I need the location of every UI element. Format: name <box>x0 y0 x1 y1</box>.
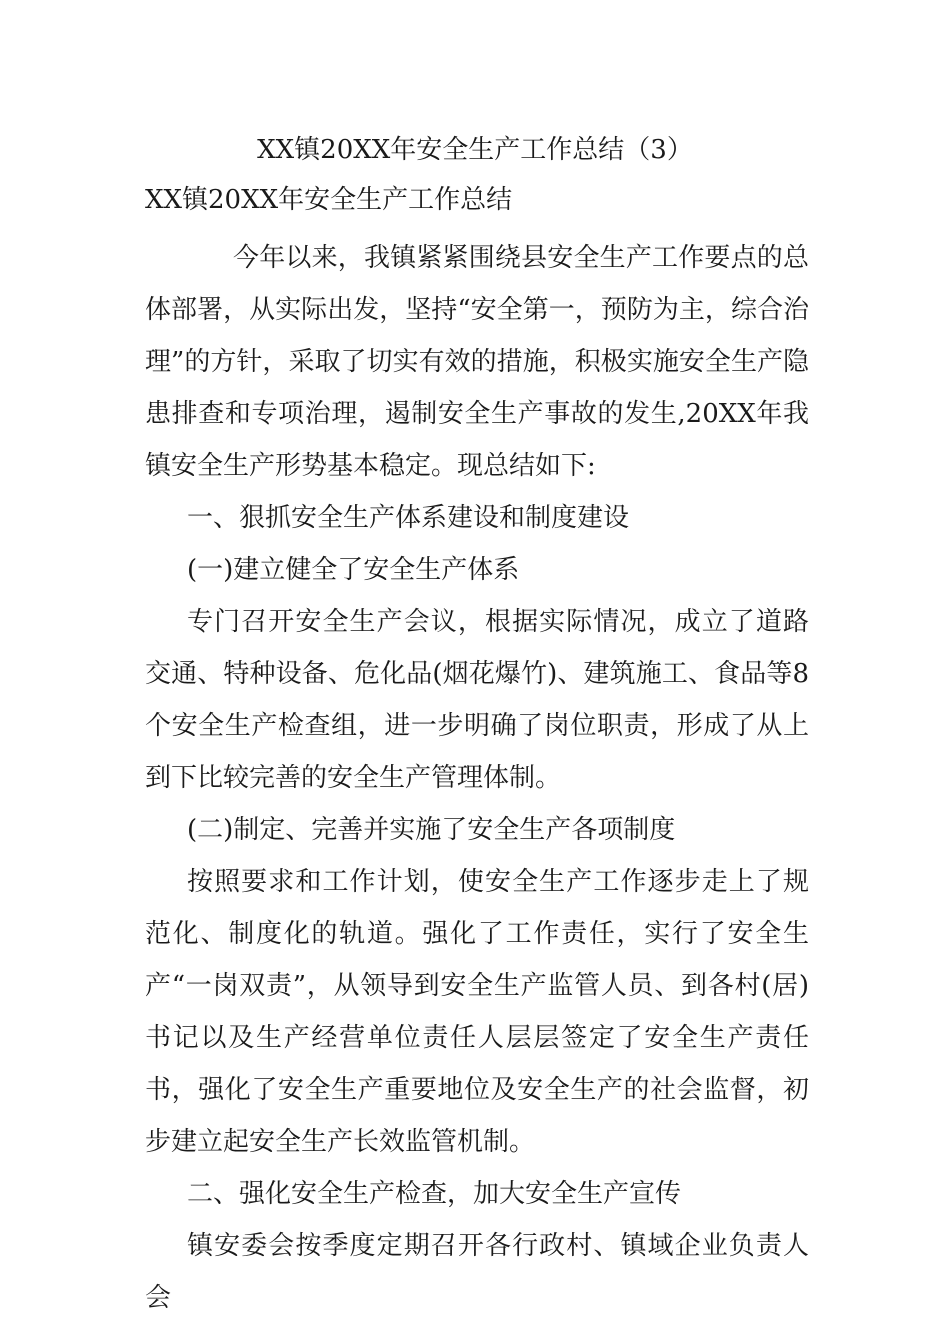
document-body <box>145 232 809 1324</box>
subsection-heading-1: (一)建立健全了安全生产体系 <box>187 555 520 585</box>
paragraph-inspection: 镇安委会按季度定期召开各行政村、镇域企业负责人会 <box>145 1231 809 1313</box>
subsection-heading-2: (二)制定、完善并实施了安全生产各项制度 <box>187 815 676 845</box>
section-heading-2: 二、强化安全生产检查，加大安全生产宣传 <box>187 1179 682 1209</box>
paragraph-safety-system: 专门召开安全生产会议，根据实际情况，成立了道路交通、特种设备、危化品(烟花爆竹)、建筑施工、食品等8个安全生产检查组，进一步明确了岗位职责，形成了从上到下比较完善的安全生产管理体制。 <box>145 607 809 793</box>
document-title: XX镇20XX年安全生产工作总结（3） <box>257 135 693 165</box>
section-heading-1: 一、狠抓安全生产体系建设和制度建设 <box>187 503 630 533</box>
paragraph-intro: 今年以来，我镇紧紧围绕县安全生产工作要点的总体部署，从实际出发，坚持“安全第一，预防为主，综合治理”的方针，采取了切实有效的措施，积极实施安全生产隐患排查和专项治理，遏制安全生产事故的发生,20XX年我镇安全生产形势基本稳定。现总结如下: <box>145 243 809 481</box>
paragraph-safety-rules: 按照要求和工作计划，使安全生产工作逐步走上了规范化、制度化的轨道。强化了工作责任，实行了安全生产“一岗双责”，从领导到安全生产监管人员、到各村(居)书记以及生产经营单位责任人层层签定了安全生产责任书，强化了安全生产重要地位及安全生产的社会监督，初步建立起安全生产长效监管机制。 <box>145 867 809 1157</box>
document-subtitle: XX镇20XX年安全生产工作总结 <box>145 185 513 215</box>
